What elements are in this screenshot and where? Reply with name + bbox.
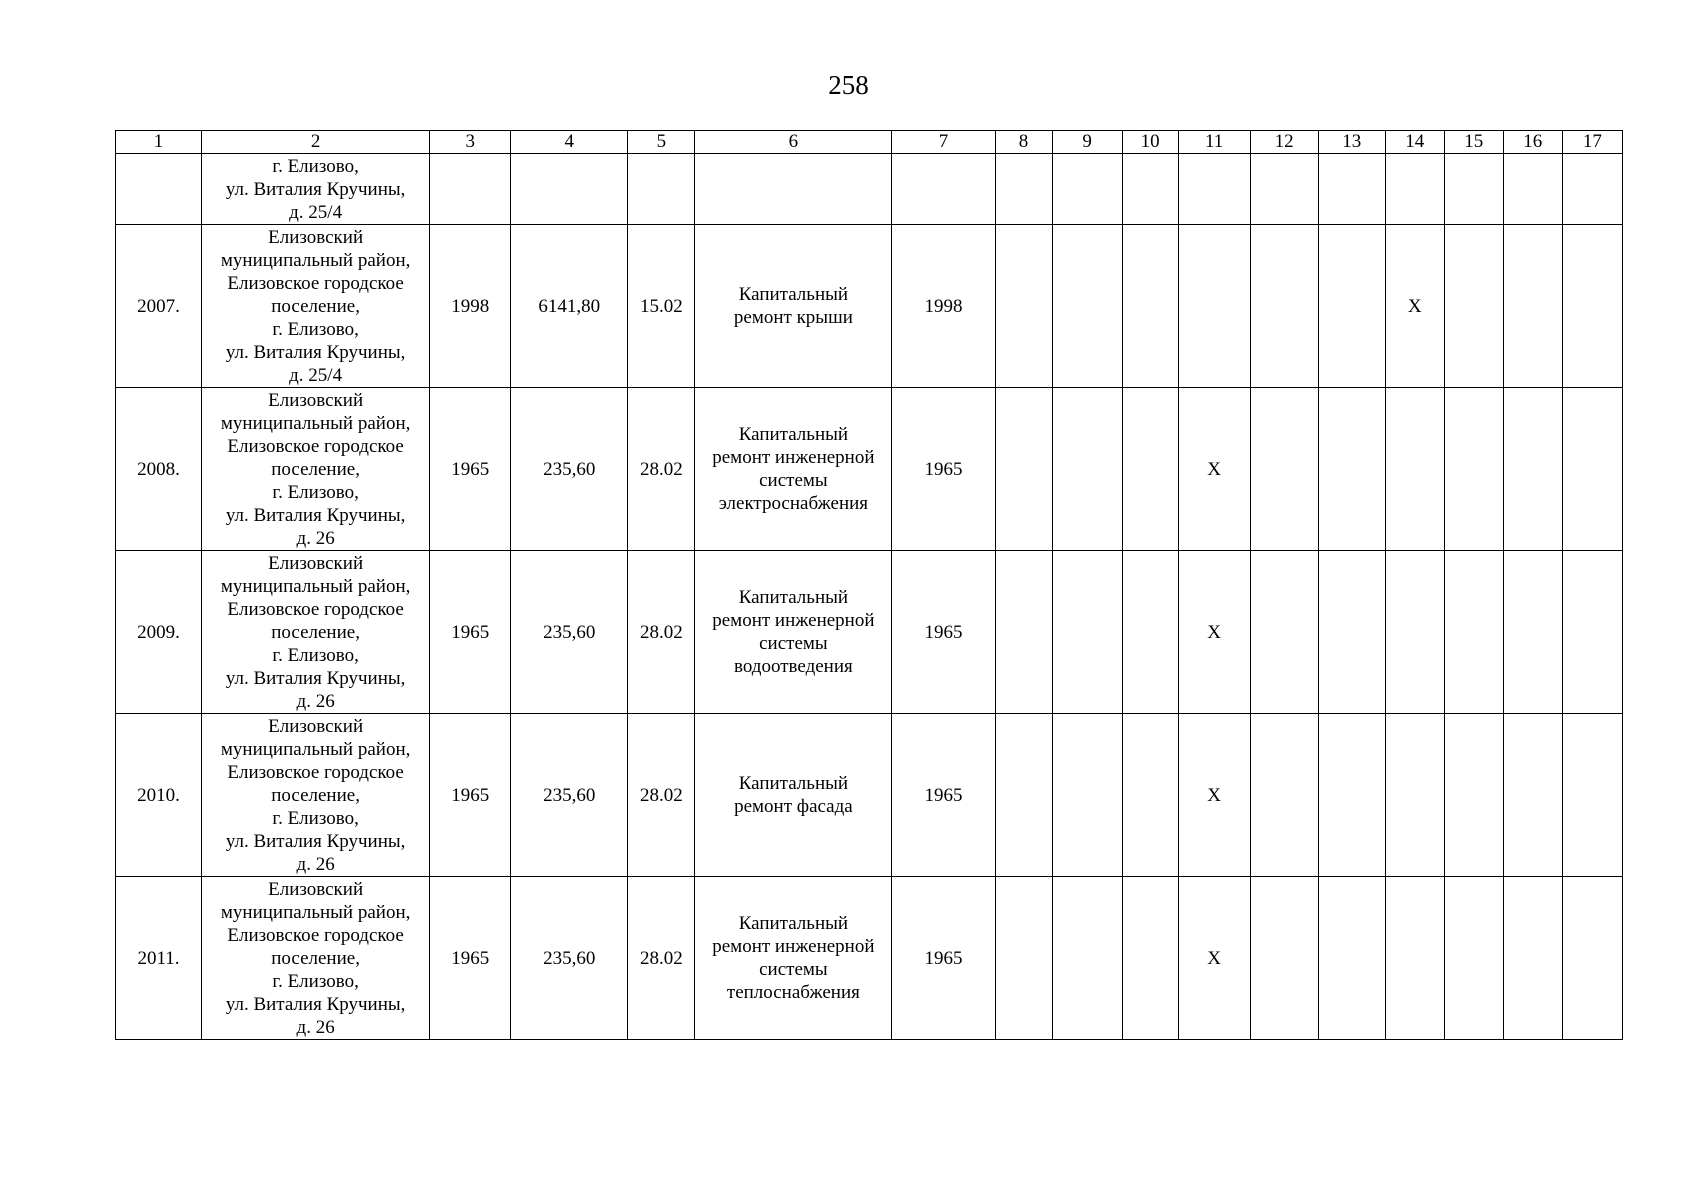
column-header: 3 <box>430 131 511 154</box>
address-line: г. Елизово, <box>272 155 359 177</box>
page-number: 258 <box>828 70 869 100</box>
mark-cell <box>1122 714 1178 877</box>
mark-cell <box>1562 714 1622 877</box>
mark-cell <box>995 551 1052 714</box>
work-type-cell <box>695 225 892 388</box>
mark-cell: X <box>1178 551 1250 714</box>
address-line: Елизовский <box>268 226 364 248</box>
empty-cell <box>1385 154 1444 225</box>
address-cell <box>202 388 430 551</box>
address-line: г. Елизово, <box>272 318 359 340</box>
mark-cell <box>1503 551 1562 714</box>
work-line: системы <box>759 470 828 491</box>
table-row <box>116 551 1623 714</box>
empty-cell <box>1503 154 1562 225</box>
address-line: поселение, <box>271 784 360 806</box>
mark-cell <box>1122 225 1178 388</box>
table-row <box>116 225 1623 388</box>
code-cell: 28.02 <box>628 714 695 877</box>
mark-cell <box>1122 551 1178 714</box>
address-line: поселение, <box>271 295 360 317</box>
empty-cell <box>628 154 695 225</box>
column-header: 16 <box>1503 131 1562 154</box>
address-line: поселение, <box>271 621 360 643</box>
address-line: Елизовское городское <box>227 761 404 783</box>
address-line: ул. Виталия Кручины, <box>225 993 406 1015</box>
address-line: ул. Виталия Кручины, <box>225 178 406 200</box>
work-line: ремонт инженерной <box>712 936 875 957</box>
mark-cell <box>1178 225 1250 388</box>
column-header: 11 <box>1178 131 1250 154</box>
address-line: Елизовское городское <box>227 272 404 294</box>
code-cell: 28.02 <box>628 551 695 714</box>
mark-cell <box>1385 388 1444 551</box>
mark-cell <box>1385 551 1444 714</box>
mark-cell <box>1385 714 1444 877</box>
address-line: г. Елизово, <box>272 970 359 992</box>
address-cell <box>202 154 430 225</box>
mark-cell: X <box>1385 225 1444 388</box>
mark-cell <box>1052 877 1122 1040</box>
column-header: 2 <box>202 131 430 154</box>
address-line: ул. Виталия Кручины, <box>225 504 406 526</box>
mark-cell <box>1250 388 1318 551</box>
address-line: Елизовский <box>268 715 364 737</box>
year-col7-cell: 1998 <box>892 225 995 388</box>
work-line: Капитальный <box>738 587 849 608</box>
column-number-header-row <box>116 131 1623 154</box>
empty-cell <box>430 154 511 225</box>
column-header: 4 <box>511 131 628 154</box>
mark-cell <box>1052 551 1122 714</box>
work-line: электроснабжения <box>718 493 869 514</box>
address-line: Елизовский <box>268 389 364 411</box>
row-number-cell: 2009. <box>116 551 202 714</box>
empty-cell <box>995 154 1052 225</box>
year-cell: 1965 <box>430 714 511 877</box>
mark-cell <box>1318 714 1385 877</box>
column-header: 17 <box>1562 131 1622 154</box>
address-cell <box>202 225 430 388</box>
row-number-cell: 2010. <box>116 714 202 877</box>
mark-cell <box>1318 225 1385 388</box>
address-line: муниципальный район, <box>220 738 411 760</box>
mark-cell: X <box>1178 877 1250 1040</box>
year-cell: 1965 <box>430 551 511 714</box>
column-header: 10 <box>1122 131 1178 154</box>
area-cell: 235,60 <box>511 551 628 714</box>
continuation-row <box>116 154 1623 225</box>
table-row <box>116 877 1623 1040</box>
mark-cell <box>1444 388 1503 551</box>
mark-cell <box>1250 225 1318 388</box>
work-line: системы <box>759 633 828 654</box>
column-header: 14 <box>1385 131 1444 154</box>
column-header: 5 <box>628 131 695 154</box>
empty-cell <box>1052 154 1122 225</box>
mark-cell <box>1444 714 1503 877</box>
mark-cell <box>1122 388 1178 551</box>
work-line: теплоснабжения <box>726 982 860 1003</box>
work-line: Капитальный <box>738 424 849 445</box>
address-line: муниципальный район, <box>220 901 411 923</box>
table-row <box>116 388 1623 551</box>
mark-cell <box>1052 714 1122 877</box>
address-line: Елизовское городское <box>227 435 404 457</box>
address-line: г. Елизово, <box>272 481 359 503</box>
work-line: Капитальный <box>738 913 849 934</box>
work-line: ремонт крыши <box>733 307 853 328</box>
row-number-cell: 2011. <box>116 877 202 1040</box>
empty-cell <box>1122 154 1178 225</box>
mark-cell <box>1444 877 1503 1040</box>
address-line: ул. Виталия Кручины, <box>225 341 406 363</box>
empty-cell <box>1318 154 1385 225</box>
year-cell: 1965 <box>430 877 511 1040</box>
area-cell: 235,60 <box>511 877 628 1040</box>
address-line: ул. Виталия Кручины, <box>225 667 406 689</box>
address-line: поселение, <box>271 947 360 969</box>
mark-cell <box>995 877 1052 1040</box>
address-line: Елизовский <box>268 552 364 574</box>
column-header: 9 <box>1052 131 1122 154</box>
work-line: ремонт инженерной <box>712 610 875 631</box>
address-line: Елизовский <box>268 878 364 900</box>
address-line: ул. Виталия Кручины, <box>225 830 406 852</box>
work-type-cell <box>695 877 892 1040</box>
mark-cell <box>1318 877 1385 1040</box>
mark-cell <box>1503 388 1562 551</box>
row-number-cell: 2008. <box>116 388 202 551</box>
empty-cell <box>511 154 628 225</box>
table-row <box>116 714 1623 877</box>
mark-cell: X <box>1178 714 1250 877</box>
area-cell: 235,60 <box>511 714 628 877</box>
address-line: муниципальный район, <box>220 412 411 434</box>
empty-cell <box>695 154 892 225</box>
empty-cell <box>1562 154 1622 225</box>
mark-cell <box>1562 225 1622 388</box>
mark-cell <box>1562 388 1622 551</box>
empty-cell <box>1444 154 1503 225</box>
year-col7-cell: 1965 <box>892 714 995 877</box>
address-line: Елизовское городское <box>227 598 404 620</box>
mark-cell <box>1052 388 1122 551</box>
column-header: 6 <box>695 131 892 154</box>
year-cell: 1965 <box>430 388 511 551</box>
mark-cell <box>1318 551 1385 714</box>
mark-cell <box>1444 225 1503 388</box>
area-cell: 235,60 <box>511 388 628 551</box>
mark-cell <box>1052 225 1122 388</box>
code-cell: 28.02 <box>628 877 695 1040</box>
mark-cell <box>1503 714 1562 877</box>
work-type-cell <box>695 551 892 714</box>
mark-cell <box>995 388 1052 551</box>
column-header: 7 <box>892 131 995 154</box>
address-cell <box>202 877 430 1040</box>
mark-cell <box>1562 877 1622 1040</box>
work-line: ремонт фасада <box>734 796 853 817</box>
year-cell: 1998 <box>430 225 511 388</box>
work-type-cell <box>695 714 892 877</box>
mark-cell <box>1250 714 1318 877</box>
mark-cell <box>1503 225 1562 388</box>
year-col7-cell: 1965 <box>892 388 995 551</box>
code-cell: 15.02 <box>628 225 695 388</box>
column-header: 1 <box>116 131 202 154</box>
empty-cell <box>1250 154 1318 225</box>
mark-cell <box>995 714 1052 877</box>
address-line: д. 26 <box>296 527 335 549</box>
mark-cell <box>1503 877 1562 1040</box>
work-type-cell <box>695 388 892 551</box>
address-line: муниципальный район, <box>220 575 411 597</box>
year-col7-cell: 1965 <box>892 551 995 714</box>
address-line: д. 26 <box>296 1016 335 1038</box>
empty-cell <box>1178 154 1250 225</box>
address-cell <box>202 714 430 877</box>
column-header: 8 <box>995 131 1052 154</box>
address-line: г. Елизово, <box>272 644 359 666</box>
address-line: д. 26 <box>296 853 335 875</box>
address-cell <box>202 551 430 714</box>
mark-cell <box>1250 551 1318 714</box>
repair-schedule-table <box>115 130 1623 1040</box>
mark-cell <box>1250 877 1318 1040</box>
mark-cell <box>1444 551 1503 714</box>
row-number-cell: 2007. <box>116 225 202 388</box>
address-line: Елизовское городское <box>227 924 404 946</box>
num-cell <box>116 154 202 225</box>
work-line: системы <box>759 959 828 980</box>
address-line: г. Елизово, <box>272 807 359 829</box>
code-cell: 28.02 <box>628 388 695 551</box>
address-line: д. 25/4 <box>289 201 343 223</box>
mark-cell <box>1318 388 1385 551</box>
address-line: д. 26 <box>296 690 335 712</box>
area-cell: 6141,80 <box>511 225 628 388</box>
mark-cell <box>1562 551 1622 714</box>
column-header: 13 <box>1318 131 1385 154</box>
year-col7-cell: 1965 <box>892 877 995 1040</box>
work-line: ремонт инженерной <box>712 447 875 468</box>
empty-cell <box>892 154 995 225</box>
column-header: 15 <box>1444 131 1503 154</box>
work-line: водоотведения <box>734 656 853 677</box>
mark-cell <box>1122 877 1178 1040</box>
address-line: поселение, <box>271 458 360 480</box>
address-line: д. 25/4 <box>289 364 343 386</box>
work-line: Капитальный <box>738 773 849 794</box>
mark-cell: X <box>1178 388 1250 551</box>
address-line: муниципальный район, <box>220 249 411 271</box>
work-line: Капитальный <box>738 284 849 305</box>
mark-cell <box>995 225 1052 388</box>
column-header: 12 <box>1250 131 1318 154</box>
mark-cell <box>1385 877 1444 1040</box>
